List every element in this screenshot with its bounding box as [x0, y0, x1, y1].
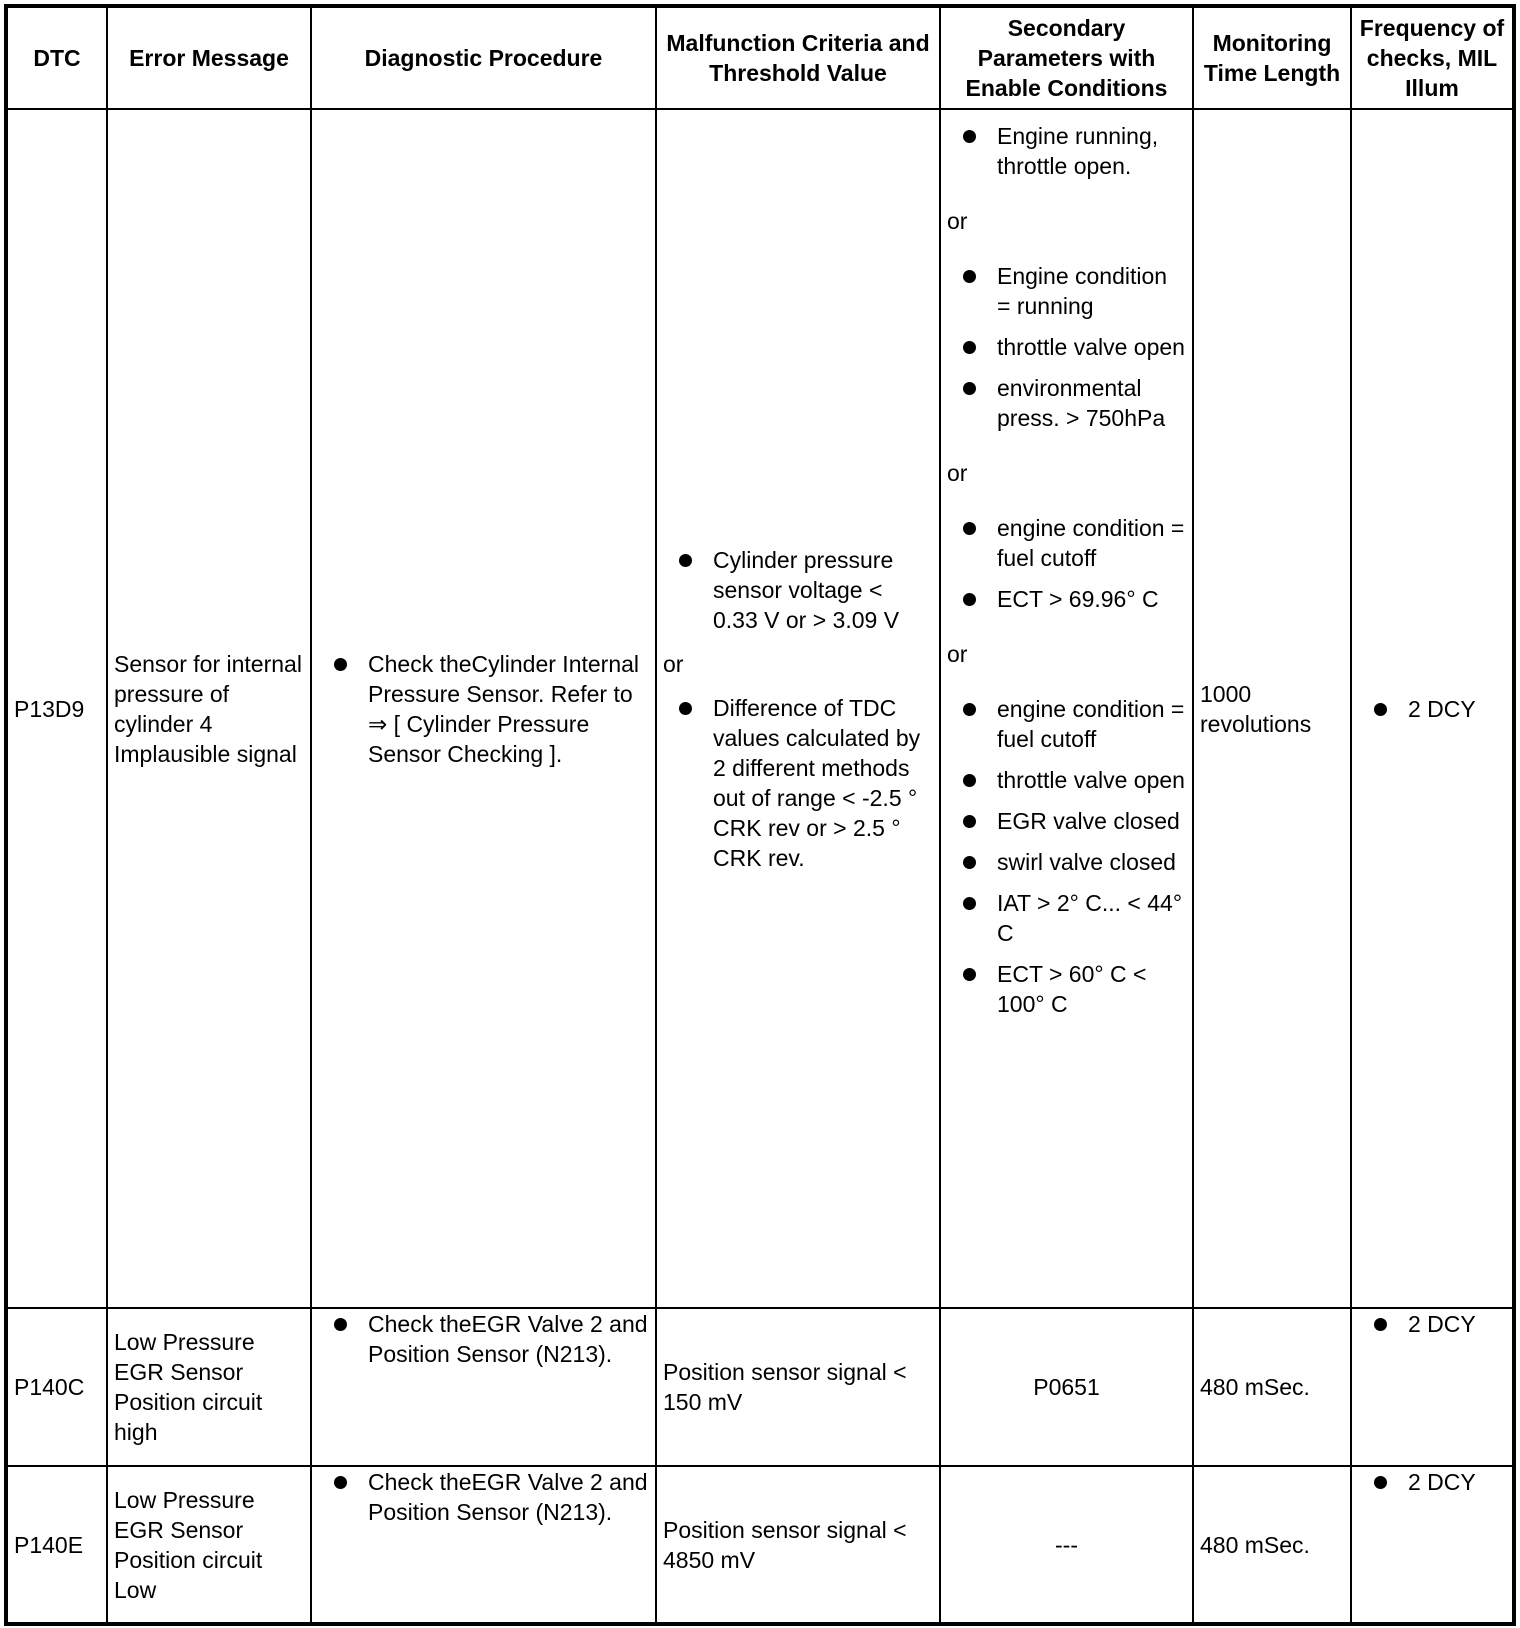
secondary-group-2: [947, 261, 1186, 433]
dtc-code: P140C: [6, 1308, 107, 1466]
condition-item: ECT > 69.96° C: [947, 584, 1186, 614]
monitoring-time: 1000 revolutions: [1193, 109, 1351, 1308]
frequency-list: [1358, 1309, 1506, 1339]
condition-item: Engine running, throttle open.: [947, 121, 1186, 181]
diagnostic-list: [318, 1309, 649, 1369]
table-row: [6, 1308, 1514, 1466]
diagnostic-procedure: [311, 1466, 656, 1624]
frequency-list: [1358, 1467, 1506, 1497]
header-error-message: Error Message: [107, 6, 311, 109]
secondary-parameters: P0651: [940, 1308, 1193, 1466]
condition-item: Engine condition = running: [947, 261, 1186, 321]
condition-item: environmental press. > 750hPa: [947, 373, 1186, 433]
dtc-code: P140E: [6, 1466, 107, 1624]
error-message: Low Pressure EGR Sensor Position circuit high: [107, 1308, 311, 1466]
frequency-list: [1358, 694, 1506, 724]
diagnostic-procedure: [311, 109, 656, 1308]
diagnostic-list: [318, 1467, 649, 1527]
or-separator: or: [947, 460, 968, 486]
condition-item: EGR valve closed: [947, 806, 1186, 836]
malfunction-item: Cylinder pressure sensor voltage < 0.33 V or > 3.09 V: [663, 545, 933, 635]
error-message: Low Pressure EGR Sensor Position circuit Low: [107, 1466, 311, 1624]
header-secondary-parameters: Secondary Parameters with Enable Conditions: [940, 6, 1193, 109]
diagnostic-list: [318, 649, 649, 769]
frequency: [1351, 1466, 1514, 1624]
malfunction-list-1: [663, 545, 933, 635]
secondary-parameters: [940, 109, 1193, 1308]
diagnostic-item: Check theCylinder Internal Pressure Sensor. Refer to ⇒ [ Cylinder Pressure Sensor Checking ].: [318, 649, 649, 769]
frequency-item: 2 DCY: [1358, 694, 1506, 724]
dtc-code: P13D9: [6, 109, 107, 1308]
table-row: [6, 109, 1514, 1308]
condition-item: swirl valve closed: [947, 847, 1186, 877]
header-row: [6, 6, 1514, 109]
secondary-parameters: ---: [940, 1466, 1193, 1624]
malfunction-criteria: Position sensor signal < 150 mV: [656, 1308, 940, 1466]
monitoring-time: 480 mSec.: [1193, 1466, 1351, 1624]
frequency-item: 2 DCY: [1358, 1467, 1506, 1497]
condition-item: ECT > 60° C < 100° C: [947, 959, 1186, 1019]
condition-item: throttle valve open: [947, 765, 1186, 795]
frequency: [1351, 109, 1514, 1308]
malfunction-criteria: Position sensor signal < 4850 mV: [656, 1466, 940, 1624]
monitoring-time: 480 mSec.: [1193, 1308, 1351, 1466]
malfunction-criteria: [656, 109, 940, 1308]
condition-item: engine condition = fuel cutoff: [947, 694, 1186, 754]
or-separator: or: [947, 208, 968, 234]
secondary-group-1: [947, 121, 1186, 181]
dtc-table: [4, 4, 1516, 1626]
error-message: Sensor for internal pressure of cylinder 4 Implausible signal: [107, 109, 311, 1308]
or-separator: or: [663, 650, 684, 677]
or-separator: or: [947, 641, 968, 667]
header-dtc: DTC: [6, 6, 107, 109]
header-malfunction-criteria: Malfunction Criteria and Threshold Value: [656, 6, 940, 109]
diagnostic-procedure: [311, 1308, 656, 1466]
frequency: [1351, 1308, 1514, 1466]
table-row: [6, 1466, 1514, 1624]
condition-item: engine condition = fuel cutoff: [947, 513, 1186, 573]
frequency-item: 2 DCY: [1358, 1309, 1506, 1339]
malfunction-item: Difference of TDC values calculated by 2 different methods out of range < -2.5 ° CRK rev or > 2.5 ° CRK rev.: [663, 693, 933, 873]
condition-item: throttle valve open: [947, 332, 1186, 362]
header-frequency: Frequency of checks, MIL Illum: [1351, 6, 1514, 109]
condition-item: IAT > 2° C... < 44° C: [947, 888, 1186, 948]
header-monitoring-time: Monitoring Time Length: [1193, 6, 1351, 109]
secondary-group-3: [947, 513, 1186, 614]
header-diagnostic-procedure: Diagnostic Procedure: [311, 6, 656, 109]
diagnostic-item: Check theEGR Valve 2 and Position Sensor (N213).: [318, 1309, 649, 1369]
diagnostic-item: Check theEGR Valve 2 and Position Sensor (N213).: [318, 1467, 649, 1527]
secondary-group-4: [947, 694, 1186, 1019]
malfunction-list-2: [663, 693, 933, 873]
